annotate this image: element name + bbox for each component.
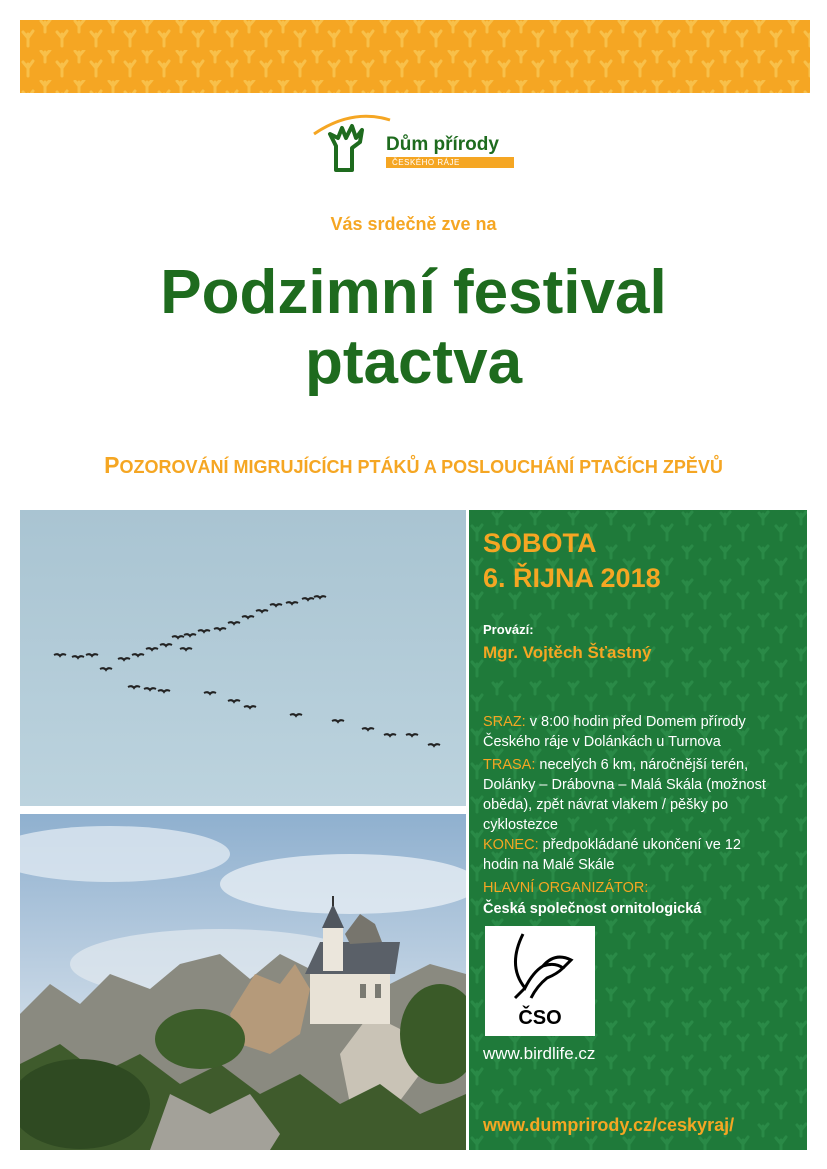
bird-silhouette: [144, 688, 156, 690]
organizer-label: HLAVNÍ ORGANIZÁTOR:: [483, 880, 649, 896]
logo-title: Dům přírody: [386, 134, 499, 155]
bird-silhouette: [72, 656, 84, 658]
bird-logo-icon: [485, 926, 595, 1006]
bird-silhouette: [244, 706, 256, 708]
cso-logo-text: ČSO: [518, 1007, 562, 1029]
route-info: [483, 755, 783, 835]
bird-silhouette: [118, 658, 130, 660]
bird-silhouette: [286, 602, 298, 604]
invite-text: Vás srdečně zve na: [330, 214, 497, 234]
website-link[interactable]: www.dumprirody.cz/ceskyraj/: [483, 1115, 735, 1135]
meeting-info: [483, 712, 783, 752]
bird-silhouette: [128, 686, 140, 688]
guide-name: Mgr. Vojtěch Šťastný: [483, 643, 652, 662]
bird-silhouette: [428, 744, 440, 746]
end-label: KONEC:: [483, 837, 539, 853]
bird-silhouette: [54, 654, 66, 656]
route-text: necelých 6 km, náročnější terén, Dolánky – Drábovna – Malá Skála (možnost oběda), zpět návrat vlakem / pěšky po cyklostezce: [483, 757, 766, 833]
birdlife-link[interactable]: www.birdlife.cz: [483, 1044, 596, 1063]
bird-silhouette: [180, 648, 192, 650]
event-date-value: 6. ŘIJNA 2018: [483, 563, 661, 593]
page-title: [0, 258, 827, 398]
bird-silhouette: [146, 648, 158, 650]
bird-silhouette: [100, 668, 112, 670]
bird-silhouette: [228, 700, 240, 702]
bird-silhouette: [406, 734, 418, 736]
event-day: SOBOTA: [483, 528, 597, 558]
subtitle-rest: OZOROVÁNÍ MIGRUJÍCÍCH PTÁKŮ A POSLOUCHÁNÍ PTAČÍCH ZPĚVŮ: [119, 457, 723, 477]
guide-label: Provází:: [483, 622, 534, 637]
dum-prirody-logo: [312, 112, 522, 174]
logo-subtitle: ČESKÉHO RÁJE: [386, 157, 514, 168]
subtitle: [0, 452, 827, 479]
meeting-text: v 8:00 hodin před Domem přírody Českého ráje v Dolánkách u Turnova: [483, 714, 746, 750]
bird-silhouette: [160, 644, 172, 646]
organizer-name: Česká společnost ornitologická: [483, 901, 702, 917]
bird-silhouette: [86, 654, 98, 656]
bird-silhouette: [302, 598, 314, 600]
bird-silhouette: [242, 616, 254, 618]
bird-silhouette: [204, 692, 216, 694]
event-info-panel: [469, 510, 807, 1150]
title-line-1: Podzimní festival: [160, 258, 667, 327]
decorative-banner: [20, 20, 810, 93]
bird-silhouette: [228, 622, 240, 624]
bird-silhouette: [256, 610, 268, 612]
end-text: předpokládané ukončení ve 12 hodin na Malé Skále: [483, 837, 741, 873]
photo-church-on-rocks: [20, 814, 466, 1150]
bird-silhouette: [290, 714, 302, 716]
photo-migrating-birds: [20, 510, 466, 806]
bird-silhouette: [132, 654, 144, 656]
bird-silhouette: [314, 596, 326, 598]
church-rocks-illustration: [20, 814, 466, 1150]
route-label: TRASA:: [483, 757, 536, 773]
title-line-2: ptactva: [304, 328, 523, 397]
cso-logo: [485, 926, 595, 1036]
event-date: [483, 526, 661, 596]
end-info: [483, 835, 753, 875]
bird-silhouette: [198, 630, 210, 632]
bird-silhouette: [214, 628, 226, 630]
birds-flock-illustration: [20, 510, 466, 806]
bird-silhouette: [184, 634, 196, 636]
subtitle-initial: P: [104, 452, 120, 478]
meeting-label: SRAZ:: [483, 714, 526, 730]
bird-silhouette: [384, 734, 396, 736]
bird-silhouette: [332, 720, 344, 722]
bird-silhouette: [270, 604, 282, 606]
bird-silhouette: [172, 636, 184, 638]
bird-silhouette: [158, 690, 170, 692]
plant-pattern: [20, 20, 810, 93]
bird-silhouette: [362, 728, 374, 730]
